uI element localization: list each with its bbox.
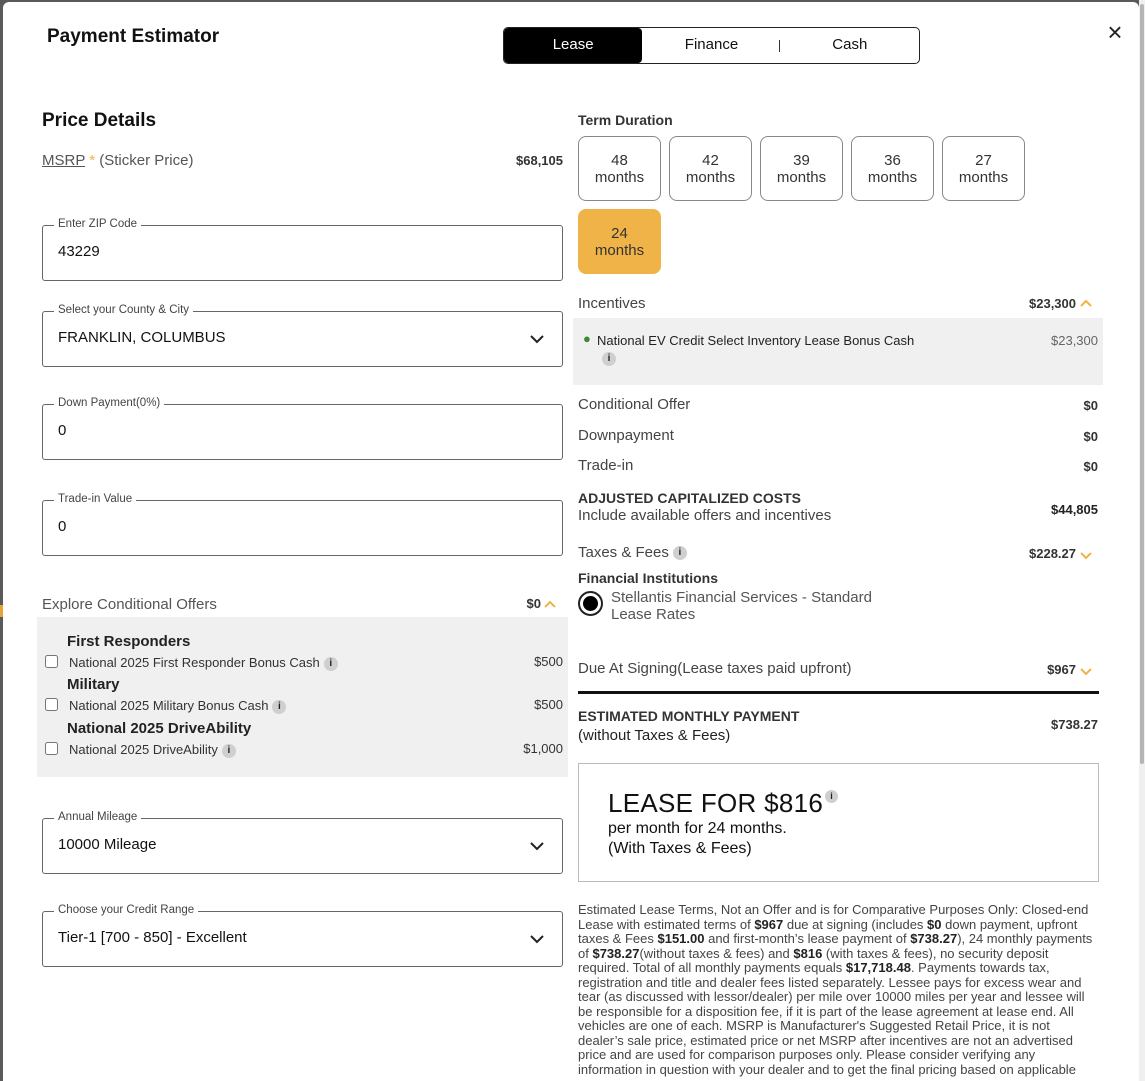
- term-number: 39: [793, 152, 810, 169]
- monthly-payment-sub: (without Taxes & Fees): [578, 727, 731, 744]
- term-number: 36: [884, 152, 901, 169]
- term-36-months[interactable]: [851, 136, 934, 201]
- offer-checkbox-driveability[interactable]: [45, 742, 58, 755]
- trade-in-input[interactable]: 0: [58, 518, 67, 535]
- disclaimer-text: ), 24 monthly payments of: [578, 931, 1093, 961]
- lease-headline: [608, 788, 838, 819]
- summary-divider: [578, 691, 1099, 694]
- disclaimer-text: Estimated Lease Terms, Not an Offer and is for Comparative Purposes Only: Closed-end Lease with estimated terms of: [578, 902, 1089, 932]
- term-unit: months: [685, 169, 736, 186]
- tab-separator: [779, 40, 780, 52]
- offer-amount: $500: [534, 654, 563, 669]
- term-unit: months: [594, 169, 645, 186]
- msrp-link[interactable]: MSRP: [42, 152, 86, 169]
- offer-label: [69, 742, 236, 758]
- trade-in-field[interactable]: [42, 493, 563, 556]
- msrp-star: *: [89, 152, 96, 169]
- monthly-payment-value: $738.27: [1051, 717, 1098, 732]
- disclaimer-text: due at signing (includes: [783, 916, 928, 932]
- offer-name: National 2025 DriveAbility: [69, 742, 218, 757]
- credit-range-label: Choose your Credit Range: [54, 904, 198, 916]
- tab-lease[interactable]: Lease: [504, 28, 642, 63]
- downpayment-label: Downpayment: [578, 427, 674, 444]
- info-icon[interactable]: i: [825, 790, 838, 803]
- zip-code-input[interactable]: 43229: [58, 243, 100, 260]
- annual-mileage-select[interactable]: [42, 811, 563, 874]
- term-24-months[interactable]: [578, 209, 661, 274]
- term-27-months[interactable]: [942, 136, 1025, 201]
- term-42-months[interactable]: [669, 136, 752, 201]
- group-title-first-responders: First Responders: [67, 633, 191, 650]
- disclaimer-text: (without taxes & fees) and: [639, 945, 794, 961]
- annual-mileage-value: 10000 Mileage: [58, 836, 157, 853]
- disclaimer-bold: $738.27: [592, 945, 640, 961]
- trade-in-summary-value: $0: [1083, 459, 1098, 474]
- annual-mileage-label: Annual Mileage: [54, 811, 141, 823]
- conditional-offers-total: $0: [526, 596, 541, 611]
- down-payment-field[interactable]: [42, 397, 563, 460]
- disclaimer-text: . Payments towards tax, registration and title and dealer fees listed separately. Lessee pays for excess wear and tear (as discussed with lessor/dealer) per mile over 10000 miles per year and lessee will be responsible for a disposition fee, if it is part of the lease agreement at lease end. All vehicles are one of each. MSRP is Manufacturer's Suggested Retail Price, it is not dealer’s sale price, estimated price or net MSRP after incentives are not an advertised price and are used for comparison purposes only. Please consider verifying any information in question with your dealer and to get the final pricing based on applicable: [578, 960, 1085, 1077]
- term-unit: months: [867, 169, 918, 186]
- taxes-fees-label[interactable]: [578, 544, 687, 561]
- disclaimer-bold: $967: [754, 916, 784, 932]
- chevron-down-icon[interactable]: [1079, 665, 1093, 677]
- lease-headline-text: LEASE FOR $816: [608, 788, 824, 818]
- offer-row: [45, 697, 563, 715]
- incentives-total: $23,300: [1029, 296, 1076, 311]
- taxes-fees-value: $228.27: [1029, 546, 1076, 561]
- trade-in-summary-label: Trade-in: [578, 457, 634, 474]
- tab-cash[interactable]: Cash: [832, 36, 868, 53]
- adjusted-cap-costs-sub: Include available offers and incentives: [578, 507, 832, 524]
- due-at-signing-label[interactable]: Due At Signing(Lease taxes paid upfront): [578, 660, 852, 677]
- chevron-down-icon: [528, 930, 546, 948]
- term-duration-heading: Term Duration: [578, 112, 673, 128]
- offer-amount: $1,000: [523, 741, 563, 756]
- group-title-military: Military: [67, 676, 120, 693]
- chevron-up-icon[interactable]: [1079, 297, 1093, 309]
- offer-label: [69, 655, 338, 671]
- term-unit: months: [776, 169, 827, 186]
- lease-disclaimer: [578, 903, 1099, 1077]
- conditional-offers-heading[interactable]: Explore Conditional Offers: [42, 596, 217, 613]
- term-number: 48: [611, 152, 628, 169]
- offer-checkbox-first-responder[interactable]: [45, 655, 58, 668]
- offer-row: [45, 654, 563, 672]
- financial-institution-label[interactable]: Stellantis Financial Services - Standard Lease Rates: [611, 589, 872, 623]
- downpayment-value: $0: [1083, 429, 1098, 444]
- credit-range-select[interactable]: [42, 904, 563, 967]
- payment-type-tabs: [503, 27, 920, 64]
- credit-range-value: Tier-1 [700 - 850] - Excellent: [58, 929, 247, 946]
- county-city-value: FRANKLIN, COLUMBUS: [58, 329, 226, 346]
- conditional-offer-value: $0: [1083, 398, 1098, 413]
- info-icon[interactable]: i: [272, 700, 286, 714]
- price-details-heading: Price Details: [42, 110, 157, 131]
- incentive-name: National EV Credit Select Inventory Lease Bonus Cash: [597, 333, 915, 348]
- info-icon[interactable]: i: [324, 657, 338, 671]
- msrp-note: (Sticker Price): [99, 152, 194, 169]
- down-payment-label: Down Payment(0%): [54, 397, 164, 409]
- incentives-label[interactable]: Incentives: [578, 295, 646, 312]
- msrp-label: [42, 152, 193, 169]
- adjusted-cap-costs-title: ADJUSTED CAPITALIZED COSTS: [578, 490, 801, 506]
- term-48-months[interactable]: [578, 136, 661, 201]
- tab-finance[interactable]: Finance: [684, 36, 739, 53]
- trade-in-label: Trade-in Value: [54, 493, 136, 505]
- due-at-signing-value: $967: [1047, 662, 1076, 677]
- incentive-amount: $23,300: [1051, 333, 1098, 348]
- payment-estimator-modal: [3, 2, 1139, 1081]
- disclaimer-text: down payment, upfront taxes & Fees: [578, 916, 1078, 946]
- adjusted-cap-costs-value: $44,805: [1051, 502, 1098, 517]
- term-39-months[interactable]: [760, 136, 843, 201]
- disclaimer-text: (with taxes & fees), no security deposit required. Total of all monthly payments equals: [578, 945, 1049, 975]
- incentives-panel: [573, 318, 1103, 385]
- term-unit: months: [594, 242, 645, 259]
- offer-name: National 2025 Military Bonus Cash: [69, 698, 269, 713]
- msrp-value: $68,105: [516, 153, 563, 168]
- monthly-payment-title: ESTIMATED MONTHLY PAYMENT: [578, 708, 800, 724]
- disclaimer-bold: $0: [927, 916, 942, 932]
- info-icon[interactable]: i: [602, 352, 616, 366]
- term-number: 27: [975, 152, 992, 169]
- close-icon[interactable]: ×: [1107, 17, 1123, 47]
- conditional-offer-label: Conditional Offer: [578, 396, 691, 413]
- disclaimer-bold: $151.00: [657, 931, 705, 946]
- info-icon[interactable]: i: [673, 546, 687, 560]
- taxes-fees-text: Taxes & Fees: [578, 544, 669, 561]
- scrollbar[interactable]: [1139, 0, 1145, 1081]
- group-title-driveability: National 2025 DriveAbility: [67, 720, 252, 737]
- chevron-down-icon: [528, 837, 546, 855]
- offer-checkbox-military[interactable]: [45, 698, 58, 711]
- offer-row: [45, 741, 563, 759]
- down-payment-input[interactable]: 0: [58, 422, 67, 439]
- money-bag-icon: ●: [583, 331, 591, 346]
- lease-line-2: (With Taxes & Fees): [608, 840, 752, 857]
- disclaimer-bold: $738.27: [910, 931, 958, 946]
- term-number: 24: [611, 225, 628, 242]
- chevron-down-icon[interactable]: [1079, 549, 1093, 561]
- modal-title: Payment Estimator: [47, 26, 220, 47]
- offer-label: [69, 698, 286, 714]
- disclaimer-text: and first-month’s lease payment of: [704, 931, 911, 946]
- county-city-select[interactable]: [42, 304, 563, 367]
- zip-code-label: Enter ZIP Code: [54, 218, 141, 230]
- disclaimer-bold: $816: [793, 945, 823, 961]
- term-number: 42: [702, 152, 719, 169]
- info-icon[interactable]: i: [222, 744, 236, 758]
- lease-line-1: per month for 24 months.: [608, 820, 787, 837]
- conditional-offers-panel: [37, 617, 568, 777]
- lease-offer-box: [578, 763, 1099, 882]
- zip-code-field[interactable]: [42, 218, 563, 281]
- scrollbar-thumb[interactable]: [1140, 4, 1144, 764]
- financial-institutions-title: Financial Institutions: [578, 570, 719, 586]
- offer-amount: $500: [534, 697, 563, 712]
- disclaimer-bold: $17,718.48: [845, 960, 911, 975]
- chevron-down-icon: [528, 330, 546, 348]
- chevron-up-icon[interactable]: [543, 598, 557, 610]
- county-city-label: Select your County & City: [54, 304, 193, 316]
- term-unit: months: [958, 169, 1009, 186]
- offer-name: National 2025 First Responder Bonus Cash: [69, 655, 320, 670]
- financial-institution-radio[interactable]: [578, 591, 603, 616]
